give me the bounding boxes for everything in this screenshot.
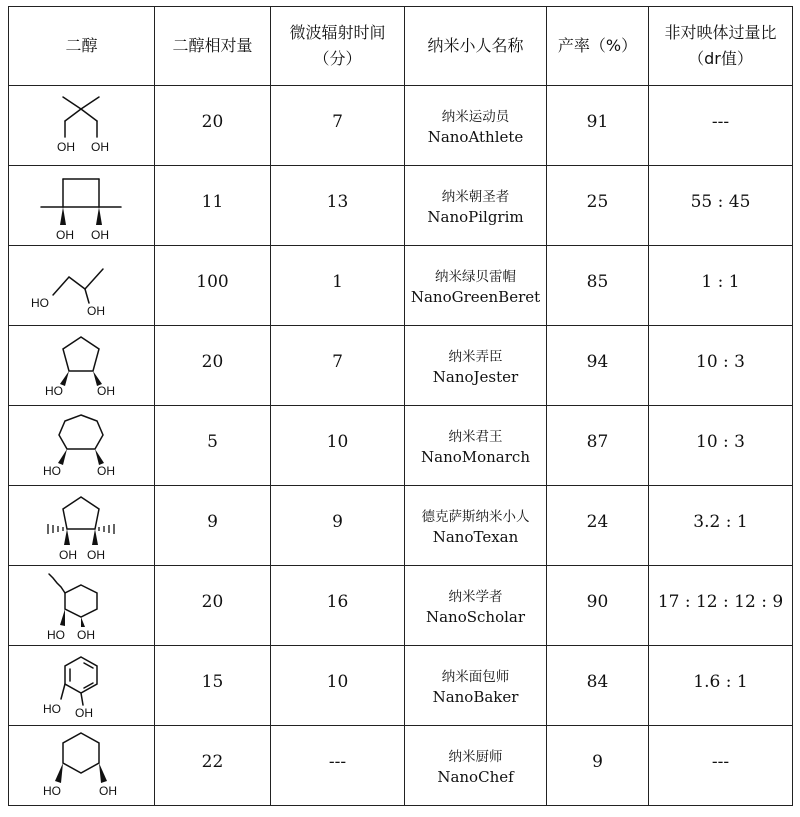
dr-cell: 3.2 : 1 bbox=[649, 486, 793, 566]
dr-cell: 1 : 1 bbox=[649, 246, 793, 326]
structure-label-right: OH bbox=[96, 463, 115, 478]
name-en: NanoMonarch bbox=[421, 448, 530, 466]
cycloheptanediol-structure bbox=[17, 409, 147, 483]
structure-label-right: OH bbox=[98, 783, 117, 798]
nanoputian-name-cell bbox=[405, 86, 547, 166]
diol-equiv-cell: 15 bbox=[155, 646, 271, 726]
nanoputian-name-cell bbox=[405, 326, 547, 406]
butanediol-structure bbox=[17, 249, 147, 323]
header-mw-time-line2: （分） bbox=[313, 49, 362, 68]
name-en: NanoGreenBeret bbox=[410, 288, 541, 306]
name-cn: 纳米君王 bbox=[448, 429, 503, 445]
name-cn: 纳米弄臣 bbox=[448, 349, 503, 365]
name-en: NanoScholar bbox=[425, 608, 526, 626]
table-row bbox=[9, 166, 793, 246]
dimethylcyclobutanediol-structure bbox=[17, 169, 147, 243]
mw-time-cell: 1 bbox=[271, 246, 405, 326]
mw-time-cell: 10 bbox=[271, 646, 405, 726]
structure-cell bbox=[9, 86, 155, 166]
yield-cell: 84 bbox=[547, 646, 649, 726]
header-diol-equiv: 二醇相对量 bbox=[155, 7, 271, 86]
mw-time-cell: --- bbox=[271, 726, 405, 806]
mw-time-cell: 7 bbox=[271, 86, 405, 166]
yield-cell: 90 bbox=[547, 566, 649, 646]
name-cn: 纳米运动员 bbox=[441, 109, 510, 125]
structure-cell bbox=[9, 406, 155, 486]
structure-cell bbox=[9, 166, 155, 246]
yield-cell: 25 bbox=[547, 166, 649, 246]
yield-cell: 94 bbox=[547, 326, 649, 406]
table-row bbox=[9, 566, 793, 646]
structure-cell bbox=[9, 246, 155, 326]
yield-cell: 91 bbox=[547, 86, 649, 166]
dr-cell: 10 : 3 bbox=[649, 406, 793, 486]
structure-cell bbox=[9, 566, 155, 646]
mw-time-cell: 13 bbox=[271, 166, 405, 246]
header-mw-time bbox=[271, 7, 405, 86]
neopentyl-glycol-structure bbox=[17, 89, 147, 163]
header-row bbox=[9, 7, 793, 86]
table-row bbox=[9, 246, 793, 326]
diol-equiv-cell: 20 bbox=[155, 326, 271, 406]
diol-equiv-cell: 22 bbox=[155, 726, 271, 806]
table-row bbox=[9, 486, 793, 566]
structure-cell bbox=[9, 486, 155, 566]
table-row bbox=[9, 86, 793, 166]
substituted-cyclohexanediol-structure bbox=[17, 569, 147, 643]
structure-label-right: OH bbox=[90, 139, 109, 154]
header-mw-time-line1: 微波辐射时间 bbox=[289, 23, 386, 42]
structure-cell bbox=[9, 326, 155, 406]
dimethylcyclopentanediol-structure bbox=[17, 489, 147, 563]
structure-label-left: HO bbox=[44, 383, 63, 398]
dr-cell: --- bbox=[649, 726, 793, 806]
yield-cell: 9 bbox=[547, 726, 649, 806]
table-row bbox=[9, 726, 793, 806]
table-row bbox=[9, 326, 793, 406]
structure-label-right: OH bbox=[96, 383, 115, 398]
structure-label-left: HO bbox=[42, 783, 61, 798]
yield-cell: 24 bbox=[547, 486, 649, 566]
header-dr bbox=[649, 7, 793, 86]
structure-cell bbox=[9, 646, 155, 726]
yield-cell: 85 bbox=[547, 246, 649, 326]
catechol-structure bbox=[17, 649, 147, 723]
diol-equiv-cell: 100 bbox=[155, 246, 271, 326]
structure-label-left: HO bbox=[46, 627, 65, 642]
name-en: NanoBaker bbox=[432, 688, 519, 706]
structure-label-left: OH bbox=[58, 547, 77, 562]
mw-time-cell: 10 bbox=[271, 406, 405, 486]
diol-equiv-cell: 5 bbox=[155, 406, 271, 486]
name-cn: 纳米绿贝雷帽 bbox=[435, 269, 516, 285]
structure-label-right: OH bbox=[86, 547, 105, 562]
structure-label-right: OH bbox=[76, 627, 95, 642]
name-cn: 纳米面包师 bbox=[441, 669, 510, 685]
nanoputian-name-cell bbox=[405, 566, 547, 646]
nanoputian-name-cell bbox=[405, 406, 547, 486]
header-name: 纳米小人名称 bbox=[405, 7, 547, 86]
dr-cell: 10 : 3 bbox=[649, 326, 793, 406]
name-en: NanoTexan bbox=[432, 528, 519, 546]
structure-label-right: OH bbox=[90, 227, 109, 242]
name-cn: 纳米厨师 bbox=[448, 749, 503, 765]
nanoputian-name-cell bbox=[405, 246, 547, 326]
name-en: NanoChef bbox=[437, 768, 514, 786]
mw-time-cell: 7 bbox=[271, 326, 405, 406]
cyclohexanediol-structure bbox=[17, 729, 147, 803]
header-dr-line1: 非对映体过量比 bbox=[664, 23, 777, 42]
name-en: NanoJester bbox=[432, 368, 519, 386]
header-yield: 产率（%） bbox=[547, 7, 649, 86]
diol-equiv-cell: 11 bbox=[155, 166, 271, 246]
structure-label-left: HO bbox=[30, 295, 49, 310]
nanoputian-name-cell bbox=[405, 486, 547, 566]
table-row bbox=[9, 646, 793, 726]
name-en: NanoAthlete bbox=[427, 128, 524, 146]
dr-cell: 17 : 12 : 12 : 9 bbox=[649, 566, 793, 646]
diol-equiv-cell: 20 bbox=[155, 566, 271, 646]
diol-equiv-cell: 9 bbox=[155, 486, 271, 566]
dr-cell: --- bbox=[649, 86, 793, 166]
nanoputian-diol-table bbox=[8, 6, 793, 806]
name-en: NanoPilgrim bbox=[427, 208, 524, 226]
mw-time-cell: 9 bbox=[271, 486, 405, 566]
dr-cell: 1.6 : 1 bbox=[649, 646, 793, 726]
structure-label-right: OH bbox=[74, 705, 93, 720]
name-cn: 纳米朝圣者 bbox=[441, 189, 510, 205]
diol-equiv-cell: 20 bbox=[155, 86, 271, 166]
header-dr-line2: （dr值） bbox=[688, 49, 753, 68]
nanoputian-name-cell bbox=[405, 646, 547, 726]
mw-time-cell: 16 bbox=[271, 566, 405, 646]
structure-cell bbox=[9, 726, 155, 806]
structure-label-left: HO bbox=[42, 463, 61, 478]
structure-label-left: HO bbox=[42, 701, 61, 716]
nanoputian-name-cell bbox=[405, 726, 547, 806]
header-diol: 二醇 bbox=[9, 7, 155, 86]
structure-label-right: OH bbox=[86, 303, 105, 318]
cyclopentanediol-structure bbox=[17, 329, 147, 403]
structure-label-left: OH bbox=[55, 227, 74, 242]
name-cn: 德克萨斯纳米小人 bbox=[421, 509, 530, 525]
table-row bbox=[9, 406, 793, 486]
nanoputian-name-cell bbox=[405, 166, 547, 246]
name-cn: 纳米学者 bbox=[448, 589, 503, 605]
structure-label-left: OH bbox=[56, 139, 75, 154]
dr-cell: 55 : 45 bbox=[649, 166, 793, 246]
yield-cell: 87 bbox=[547, 406, 649, 486]
